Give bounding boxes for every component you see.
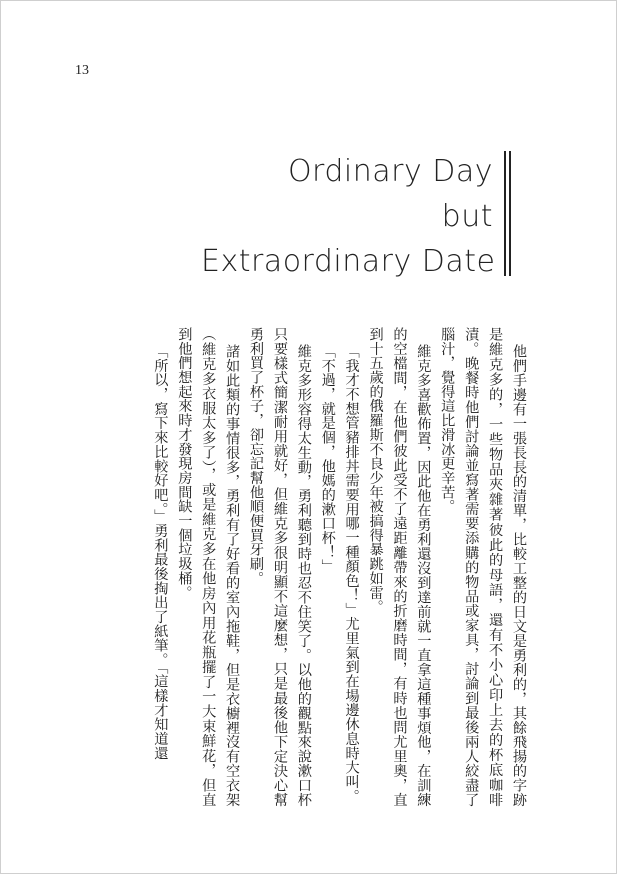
title-line-1: Ordinary Day <box>287 154 493 189</box>
body-text <box>148 327 531 807</box>
title-line-3: Extraordinary Date <box>201 244 496 279</box>
paragraph: 「不過，就是個，他媽的漱口杯！」 <box>319 344 336 574</box>
paragraph: 諸如此類的事情很多，勇利有了好看的室內拖鞋，但是衣櫥裡沒有空衣架（維克多衣服太多了），或是維克多在他房內用花瓶擺了一大束鮮花，但直到他們想起來時才發現房間缺一個垃圾桶。 <box>176 327 241 807</box>
page-number: 13 <box>75 63 89 78</box>
title-line-2: but <box>441 199 493 234</box>
title-decorative-bar <box>509 151 511 276</box>
title-decorative-bar <box>504 151 506 276</box>
paragraph: 維克多喜歡佈置，因此他在勇利還沒到達前就一直拿這種事煩他，在訓練的空檔間，在他們彼此受不了遠距離帶來的折磨時間，有時也問尤里奧，直到十五歲的俄羅斯不良少年被搞得暴跳如雷。 <box>367 327 432 807</box>
chapter-title <box>201 149 496 284</box>
paragraph: 「我才不想管豬排丼需要用哪一種顏色！」尤里氣到在場邊休息時大叫。 <box>343 344 360 804</box>
paragraph: 他們手邊有一張長長的清單，比較工整的日文是勇利的，其餘飛揚的字跡是維克多的，一些物品夾雜著彼此的母語，還有不小心印上去的杯底咖啡漬。晚餐時他們討論並寫著需要添購的物品或家具，討論到最後兩人絞盡了腦汁，覺得這比滑冰更辛苦。 <box>439 327 527 807</box>
paragraph: 維克多形容得太生動，勇利聽到時也忍不住笑了。以他的觀點來說漱口杯只要樣式簡潔耐用就好，但維克多很明顯不這麼想，只是最後他下定決心幫勇利買了杯子，卻忘記幫他順便買牙刷。 <box>248 327 312 807</box>
paragraph: 「所以，寫下來比較好吧。」勇利最後掏出了紙筆。「這樣才知道還 <box>152 344 169 761</box>
